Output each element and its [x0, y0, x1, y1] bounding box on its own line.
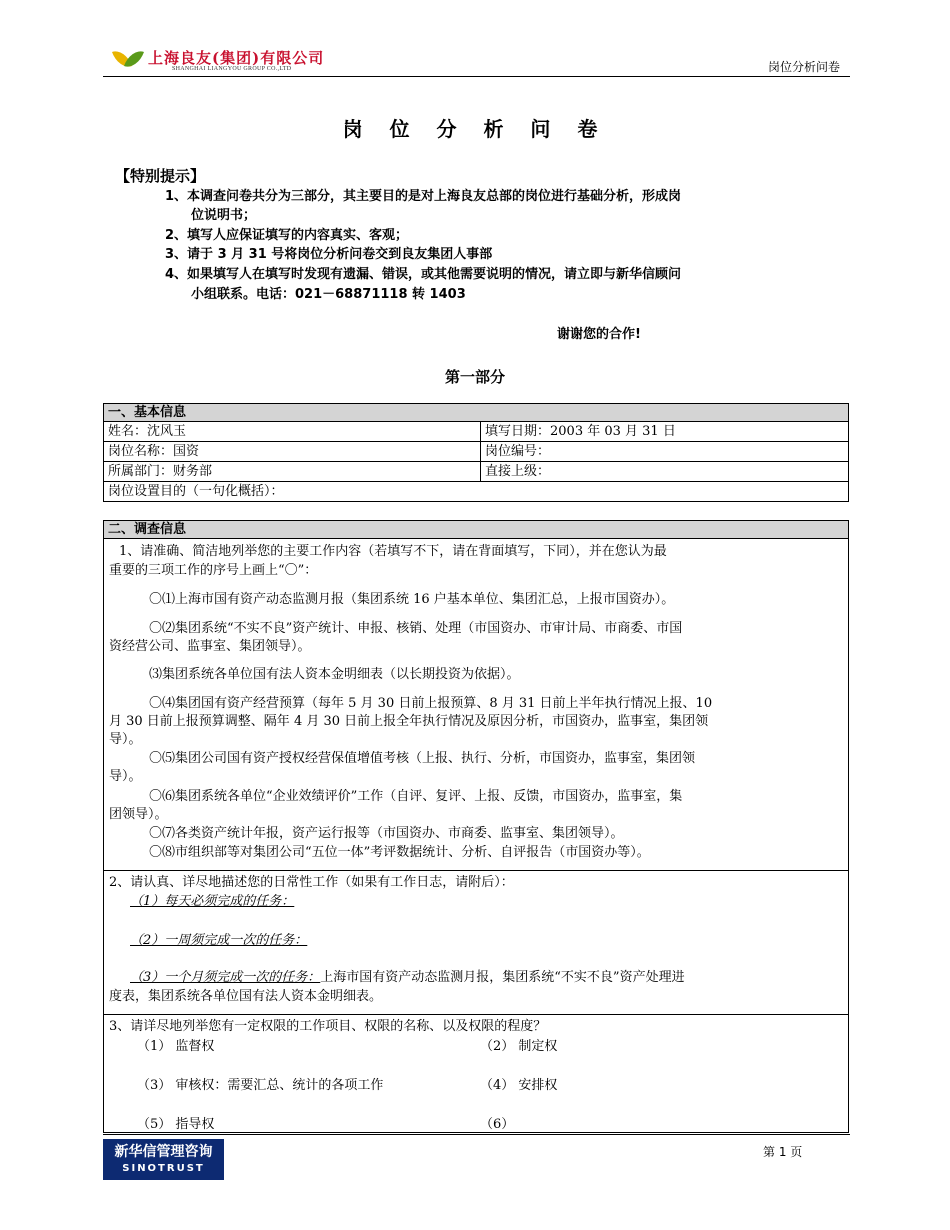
q2-weekly: （2）一周须完成一次的任务：	[130, 933, 308, 948]
permission-item: （6）	[480, 1117, 515, 1132]
work-item: 〇⑷集团国有资产经营预算（每年 5 月 30 日前上报预算、8 月 31 日前上半年执行情况上报、10	[149, 696, 713, 711]
permission-item: （1） 监督权	[137, 1039, 215, 1054]
footer-divider	[103, 1134, 850, 1135]
name-field: 姓名：沈风玉	[104, 422, 481, 442]
work-item: 〇⑴上海市国有资产动态监测月报（集团系统 16 户基本单位、集团汇总，上报市国资办）。	[149, 592, 675, 607]
footer-logo-cn: 新华信管理咨询	[114, 1144, 213, 1160]
work-item: 导）。	[109, 769, 142, 784]
tip-line: 小组联系。电话：021－68871118 转 1403	[191, 287, 466, 302]
footer-logo-en: SINOTRUST	[122, 1163, 205, 1174]
work-item: 〇⑺各类资产统计年报，资产运行报等（市国资办、市商委、监事室、集团领导）。	[149, 826, 624, 841]
work-item: 团领导）。	[109, 807, 168, 822]
work-item: 资经营公司、监事室、集团领导）。	[109, 639, 311, 654]
tip-line: 1、本调查问卷共分为三部分，其主要目的是对上海良友总部的岗位进行基础分析，形成岗	[165, 189, 682, 204]
position-field: 岗位名称：国资	[104, 442, 481, 462]
header-doc-label: 岗位分析问卷	[767, 60, 840, 74]
permission-item: （3） 审核权：需要汇总、统计的各项工作	[137, 1078, 384, 1093]
superior-field: 直接上级：	[481, 462, 849, 482]
q2-monthly: （3）一个月须完成一次的任务：	[130, 970, 321, 985]
q2-monthly-answer: 上海市国有资产动态监测月报，集团系统“不实不良”资产处理进	[320, 970, 685, 985]
work-item: 〇⑹集团系统各单位“企业效绩评价”工作（自评、复评、上报、反馈，市国资办，监事室，集	[149, 789, 683, 804]
q2-daily: （1）每天必须完成的任务：	[130, 894, 295, 909]
tip-line: 4、如果填写人在填写时发现有遗漏、错误，或其他需要说明的情况，请立即与新华信顾问	[165, 267, 682, 282]
basic-info-heading: 一、基本信息	[104, 404, 849, 422]
tips-heading: 【特别提示】	[115, 167, 206, 185]
company-name-cn: 上海良友(集团)有限公司	[148, 49, 325, 67]
position-no-field: 岗位编号：	[481, 442, 849, 462]
company-name-en: SHANGHAI LIANGYOU GROUP CO.,LTD	[172, 66, 292, 72]
part-title: 第一部分	[444, 368, 505, 386]
permission-item: （2） 制定权	[480, 1039, 558, 1054]
q3-text: 3、请详尽地列举您有一定权限的工作项目、权限的名称、以及权限的程度？	[109, 1019, 547, 1034]
thanks-text: 谢谢您的合作!	[557, 327, 641, 342]
header-divider	[103, 76, 850, 77]
q1-text: 重要的三项工作的序号上画上“〇”：	[109, 563, 318, 578]
q1-text: 1、请准确、简洁地列举您的主要工作内容（若填写不下，请在背面填写，下同），并在您认为最	[119, 544, 667, 559]
basic-info-table	[103, 403, 849, 502]
survey-heading: 二、调查信息	[104, 521, 849, 539]
q2-monthly-answer: 度表，集团系统各单位国有法人资本金明细表。	[109, 989, 383, 1004]
work-item: 〇⑸集团公司国有资产授权经营保值增值考核（上报、执行、分析，市国资办，监事室，集团领	[149, 751, 696, 766]
page-title: 岗 位 分 析 问 卷	[342, 117, 608, 141]
tip-line: 位说明书；	[191, 208, 257, 223]
purpose-field: 岗位设置目的（一句化概括）：	[104, 482, 849, 502]
work-item: 〇⑵集团系统“不实不良”资产统计、申报、核销、处理（市国资办、市审计局、市商委、市国	[149, 621, 683, 636]
work-item: 月 30 日前上报预算调整、隔年 4 月 30 日前上报全年执行情况及原因分析，市国资办，监事室，集团领	[109, 714, 709, 729]
q2-text: 2、请认真、详尽地描述您的日常性工作（如果有工作日志，请附后）：	[109, 875, 514, 890]
permission-item: （5） 指导权	[137, 1117, 215, 1132]
permission-item: （4） 安排权	[480, 1078, 558, 1093]
q2-monthly-line	[130, 969, 685, 987]
leaf-icon	[124, 47, 144, 71]
dept-field: 所属部门：财务部	[104, 462, 481, 482]
page-number: 第 1 页	[763, 1145, 803, 1159]
date-field: 填写日期：2003 年 03 月 31 日	[481, 422, 849, 442]
work-item: 〇⑻市组织部等对集团公司“五位一体”考评数据统计、分析、自评报告（市国资办等）。	[149, 845, 650, 860]
tip-line: 3、请于 3 月 31 号将岗位分析问卷交到良友集团人事部	[165, 247, 493, 262]
tip-line: 2、填写人应保证填写的内容真实、客观；	[165, 228, 409, 243]
work-item: 导）。	[109, 732, 142, 747]
work-item: ⑶集团系统各单位国有法人资本金明细表（以长期投资为依据）。	[149, 667, 520, 682]
sinotrust-logo	[103, 1139, 224, 1180]
